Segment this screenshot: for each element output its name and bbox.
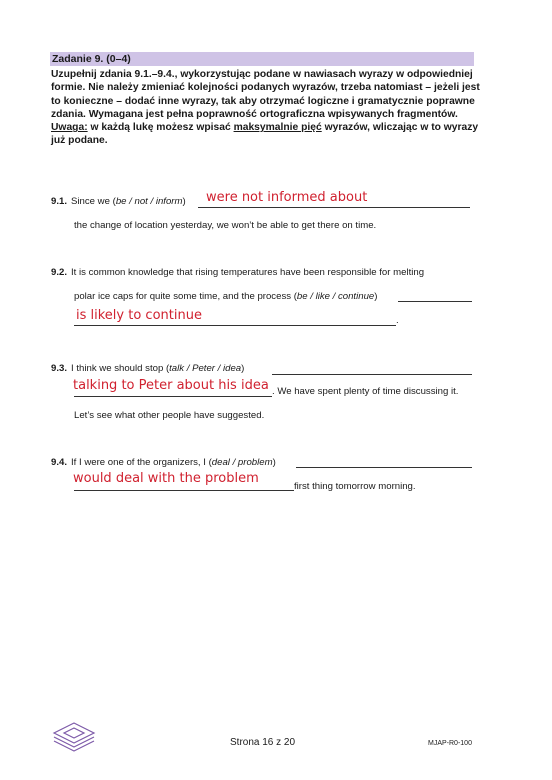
task-header: Zadanie 9. (0–4) bbox=[50, 52, 474, 66]
note-text-2: wyrazów, wliczając w to wyrazy już podane. bbox=[51, 122, 479, 147]
text: ) bbox=[374, 291, 378, 302]
document-code: MJAP-R0-100 bbox=[428, 740, 472, 747]
answer-9-1: were not informed about bbox=[206, 190, 368, 205]
item-number: 9.4. bbox=[51, 457, 68, 468]
item-number: 9.1. bbox=[51, 196, 68, 207]
item-number: 9.2. bbox=[51, 267, 68, 278]
note-text-1: w każdą lukę możesz wpisać bbox=[87, 122, 234, 134]
text: Since we ( bbox=[71, 196, 116, 207]
answer-line-9-4a[interactable] bbox=[296, 467, 472, 468]
answer-9-2: is likely to continue bbox=[76, 308, 202, 323]
item-9-3-line2: . We have spent plenty of time discussing it. bbox=[272, 386, 459, 397]
text: ) bbox=[182, 196, 186, 207]
instructions bbox=[51, 68, 481, 148]
item-9-4-line2: first thing tomorrow morning. bbox=[294, 481, 416, 492]
cue: be / like / continue bbox=[296, 291, 375, 302]
note-label: Uwaga: bbox=[51, 122, 88, 134]
answer-9-3: talking to Peter about his idea bbox=[73, 378, 269, 393]
answer-line-9-3b[interactable] bbox=[74, 396, 272, 397]
answer-line-9-3a[interactable] bbox=[272, 374, 472, 375]
text: ) bbox=[272, 457, 276, 468]
cue: be / not / inform bbox=[115, 196, 183, 207]
note bbox=[51, 121, 481, 148]
cue: deal / problem bbox=[211, 457, 273, 468]
item-number: 9.3. bbox=[51, 363, 68, 374]
cue: talk / Peter / idea bbox=[169, 363, 242, 374]
item-9-2-end: . bbox=[396, 315, 399, 326]
answer-line-9-2a[interactable] bbox=[398, 301, 472, 302]
page-number: Strona 16 z 20 bbox=[230, 737, 296, 748]
item-9-1-line2: the change of location yesterday, we won’t be able to get there on time. bbox=[74, 220, 377, 231]
item-9-3-line3: Let’s see what other people have suggested. bbox=[74, 410, 265, 421]
item-9-2-line1 bbox=[51, 267, 424, 279]
item-9-1-line1 bbox=[51, 196, 186, 208]
text: It is common knowledge that rising temperatures have been responsible for melting bbox=[71, 267, 425, 278]
item-9-2-line2 bbox=[74, 291, 377, 303]
text: I think we should stop ( bbox=[71, 363, 170, 374]
answer-line-9-4b[interactable] bbox=[74, 490, 294, 491]
cke-logo-icon bbox=[50, 721, 98, 755]
answer-line-9-2b[interactable] bbox=[74, 325, 396, 326]
text: polar ice caps for quite some time, and the process ( bbox=[74, 291, 297, 302]
item-9-3-line1 bbox=[51, 363, 244, 375]
answer-line-9-1[interactable] bbox=[198, 207, 470, 208]
instructions-text: Uzupełnij zdania 9.1.–9.4., wykorzystując podane w nawiasach wyrazy w odpowiedniej formie. Nie należy zmieniać kolejności podanych wyrazów, trzeba natomiast – jeżeli jest to konieczne – dodać inne wyrazy, tak aby otrzymać logiczne i gramatycznie poprawne zdania. Wymagana jest pełna poprawność ortograficzna wpisywanych fragmentów. bbox=[51, 69, 480, 120]
item-9-4-line1 bbox=[51, 457, 276, 469]
note-emphasis: maksymalnie pięć bbox=[233, 122, 322, 134]
answer-9-4: would deal with the problem bbox=[73, 471, 259, 486]
text: If I were one of the organizers, I ( bbox=[71, 457, 212, 468]
text: ) bbox=[241, 363, 245, 374]
